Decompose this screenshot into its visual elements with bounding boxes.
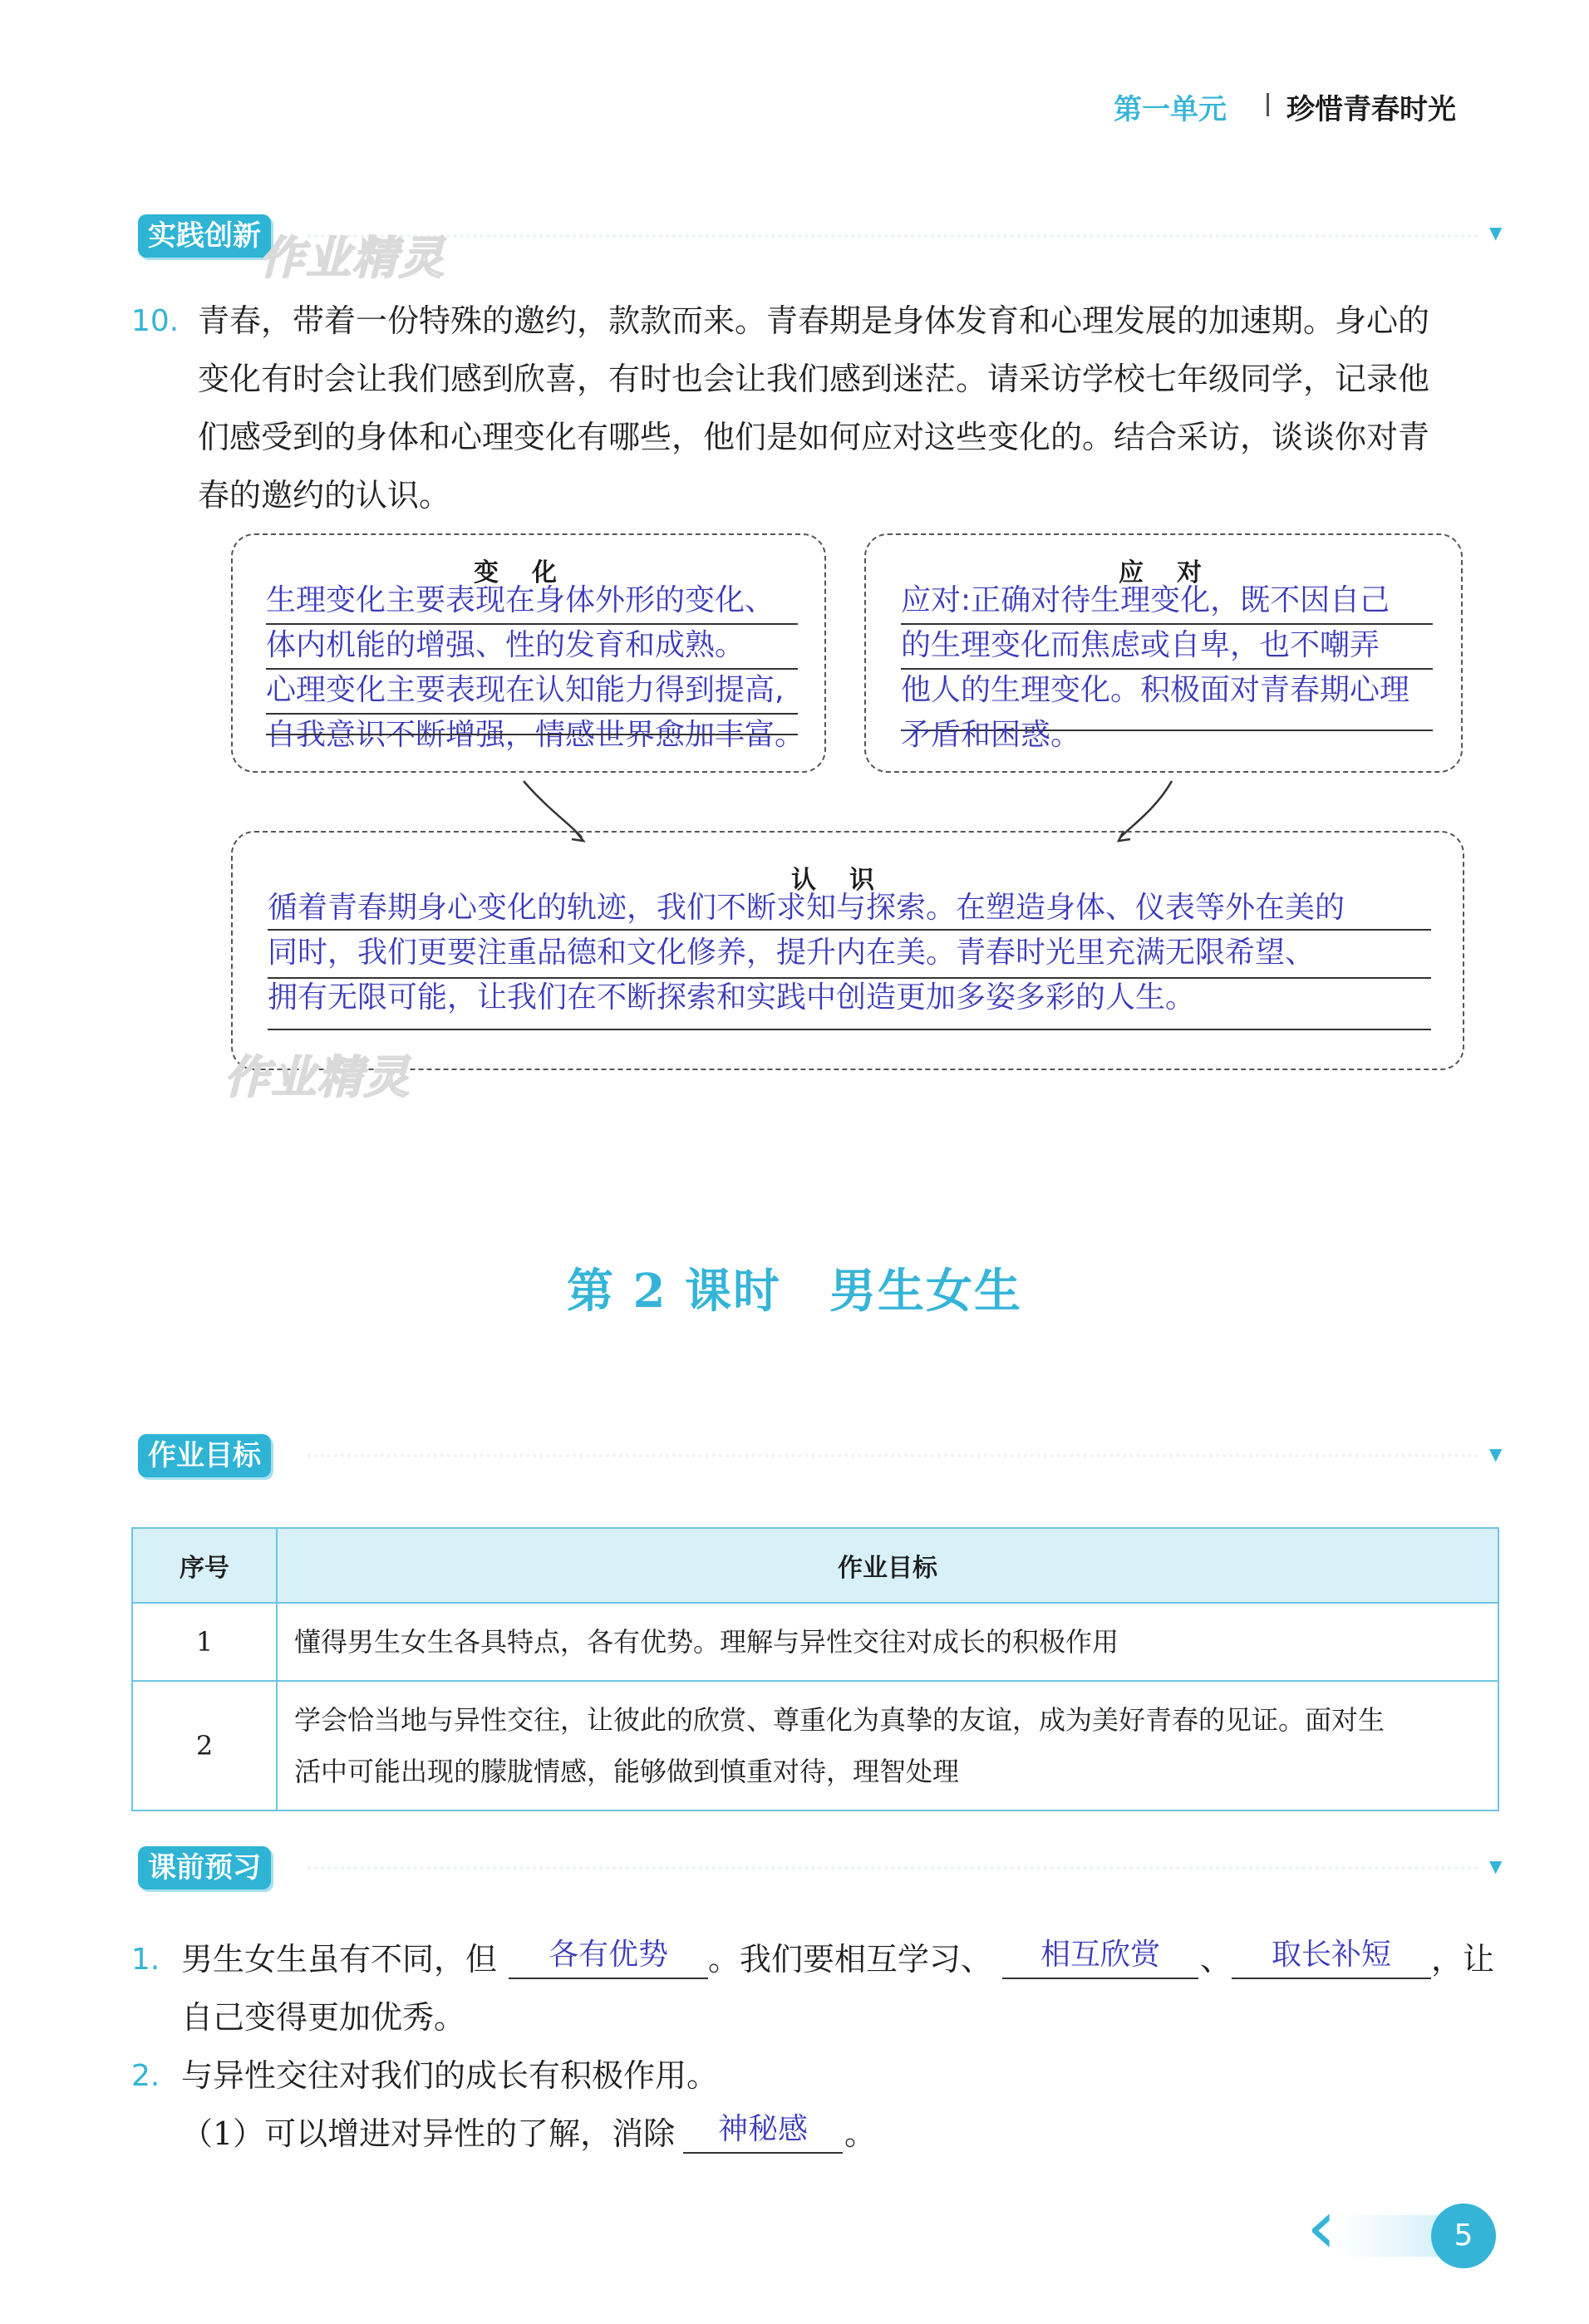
header-unit: 第一单元 <box>1114 93 1227 126</box>
question-line: 春的邀约的认识。 <box>198 477 451 513</box>
section-divider <box>307 234 1479 238</box>
question-line: 青春，带着一份特殊的邀约，款款而来。青春期是身体发育和心理发展的加速期。身心的 <box>198 302 1430 339</box>
section-divider <box>307 1454 1479 1457</box>
section-arrow-icon: ▼ <box>1489 1444 1503 1464</box>
blank-answer: 各有优势 <box>548 1938 668 1972</box>
chevron-left-icon: ‹ <box>1306 2184 1336 2271</box>
section-arrow-icon: ▼ <box>1489 223 1503 243</box>
answer-line: 心理变化主要表现在认知能力得到提高, <box>266 673 785 707</box>
blank-answer: 取长补短 <box>1271 1938 1391 1972</box>
table-header-row <box>132 1528 1498 1603</box>
fill-blank <box>683 2152 843 2154</box>
row-goal: 懂得男生女生各具特点，各有优势。理解与异性交往对成长的积极作用 <box>277 1603 1498 1681</box>
question-text: ，让 <box>1431 1941 1495 1978</box>
row-goal-line: 学会恰当地与异性交往，让彼此的欣赏、尊重化为真挚的友谊，成为美好青春的见证。面对生 <box>294 1704 1385 1736</box>
table-row <box>132 1603 1498 1681</box>
blank-answer: 相互欣赏 <box>1040 1938 1160 1972</box>
header-title: 珍惜青春时光 <box>1286 93 1456 126</box>
question-number: 2. <box>131 2059 160 2093</box>
question-number: 10. <box>131 304 180 338</box>
answer-line: 的生理变化而焦虑或自卑，也不嘲弄 <box>901 628 1380 662</box>
question-text: 。我们要相互学习、 <box>708 1941 993 1978</box>
question-text: （1）可以增进对异性的了解，消除 <box>181 2115 676 2152</box>
lesson-title: 第 2 课时 男生女生 <box>567 1264 1022 1319</box>
fill-blank <box>1232 1978 1431 1979</box>
answer-line: 自我意识不断增强，情感世界愈加丰富。 <box>266 718 805 752</box>
section-label-practice: 实践创新 <box>138 214 271 258</box>
box-know-heading: 认识 <box>791 866 908 895</box>
answer-line: 同时，我们更要注重品德和文化修养，提升内在美。青春时光里充满无限希望、 <box>268 936 1316 970</box>
section-label-preview: 课前预习 <box>138 1846 271 1889</box>
row-goal-line: 活中可能出现的朦胧情感，能够做到慎重对待，理智处理 <box>294 1756 960 1787</box>
table-row <box>132 1681 1498 1811</box>
goals-table <box>131 1527 1499 1811</box>
question-text: 男生女生虽有不同，但 <box>181 1941 498 1978</box>
answer-line: 矛盾和困惑。 <box>901 718 1081 752</box>
section-arrow-icon: ▼ <box>1489 1856 1503 1876</box>
question-text <box>198 292 1511 524</box>
question-text: 自己变得更加优秀。 <box>181 1999 466 2036</box>
answer-line: 拥有无限可能，让我们在不断探索和实践中创造更加多姿多彩的人生。 <box>268 980 1196 1015</box>
column-header-num: 序号 <box>132 1528 277 1603</box>
question-text: 与异性交往对我们的成长有积极作用。 <box>181 2057 719 2094</box>
row-goal <box>277 1681 1498 1811</box>
section-divider <box>307 1866 1479 1870</box>
box-cope-heading: 应对 <box>1119 558 1235 587</box>
strike-line <box>266 734 798 735</box>
column-header-goal: 作业目标 <box>277 1528 1498 1603</box>
answer-line: 体内机能的增强、性的发育和成熟。 <box>266 628 745 662</box>
row-num: 1 <box>132 1603 277 1681</box>
watermark: 作业精灵 <box>259 232 445 284</box>
blank-answer: 神秘感 <box>717 2112 808 2146</box>
answer-line: 生理变化主要表现在身体外形的变化、 <box>266 583 775 617</box>
box-change-heading: 变化 <box>474 558 590 587</box>
answer-line: 应对:正确对待生理变化，既不因自己 <box>901 583 1390 617</box>
writing-line <box>268 1029 1431 1030</box>
answer-line: 循着青春期身心变化的轨迹，我们不断求知与探索。在塑造身体、仪表等外在美的 <box>268 891 1345 925</box>
question-line: 们感受到的身体和心理变化有哪些，他们是如何应对这些变化的。结合采访，谈谈你对青 <box>198 419 1430 455</box>
question-number: 1. <box>131 1943 160 1977</box>
fill-blank <box>1002 1978 1198 1979</box>
fill-blank <box>509 1978 708 1979</box>
question-text: 。 <box>844 2115 877 2152</box>
row-num: 2 <box>132 1681 277 1811</box>
page-number: 5 <box>1431 2204 1496 2268</box>
question-line: 变化有时会让我们感到欣喜，有时也会让我们感到迷茫。请采访学校七年级同学，记录他 <box>198 361 1430 397</box>
section-label-goals: 作业目标 <box>138 1434 271 1477</box>
watermark: 作业精灵 <box>224 1051 411 1103</box>
header-separator <box>1267 93 1269 116</box>
question-text: 、 <box>1200 1941 1232 1978</box>
answer-line: 他人的生理变化。积极面对青春期心理 <box>901 673 1410 707</box>
